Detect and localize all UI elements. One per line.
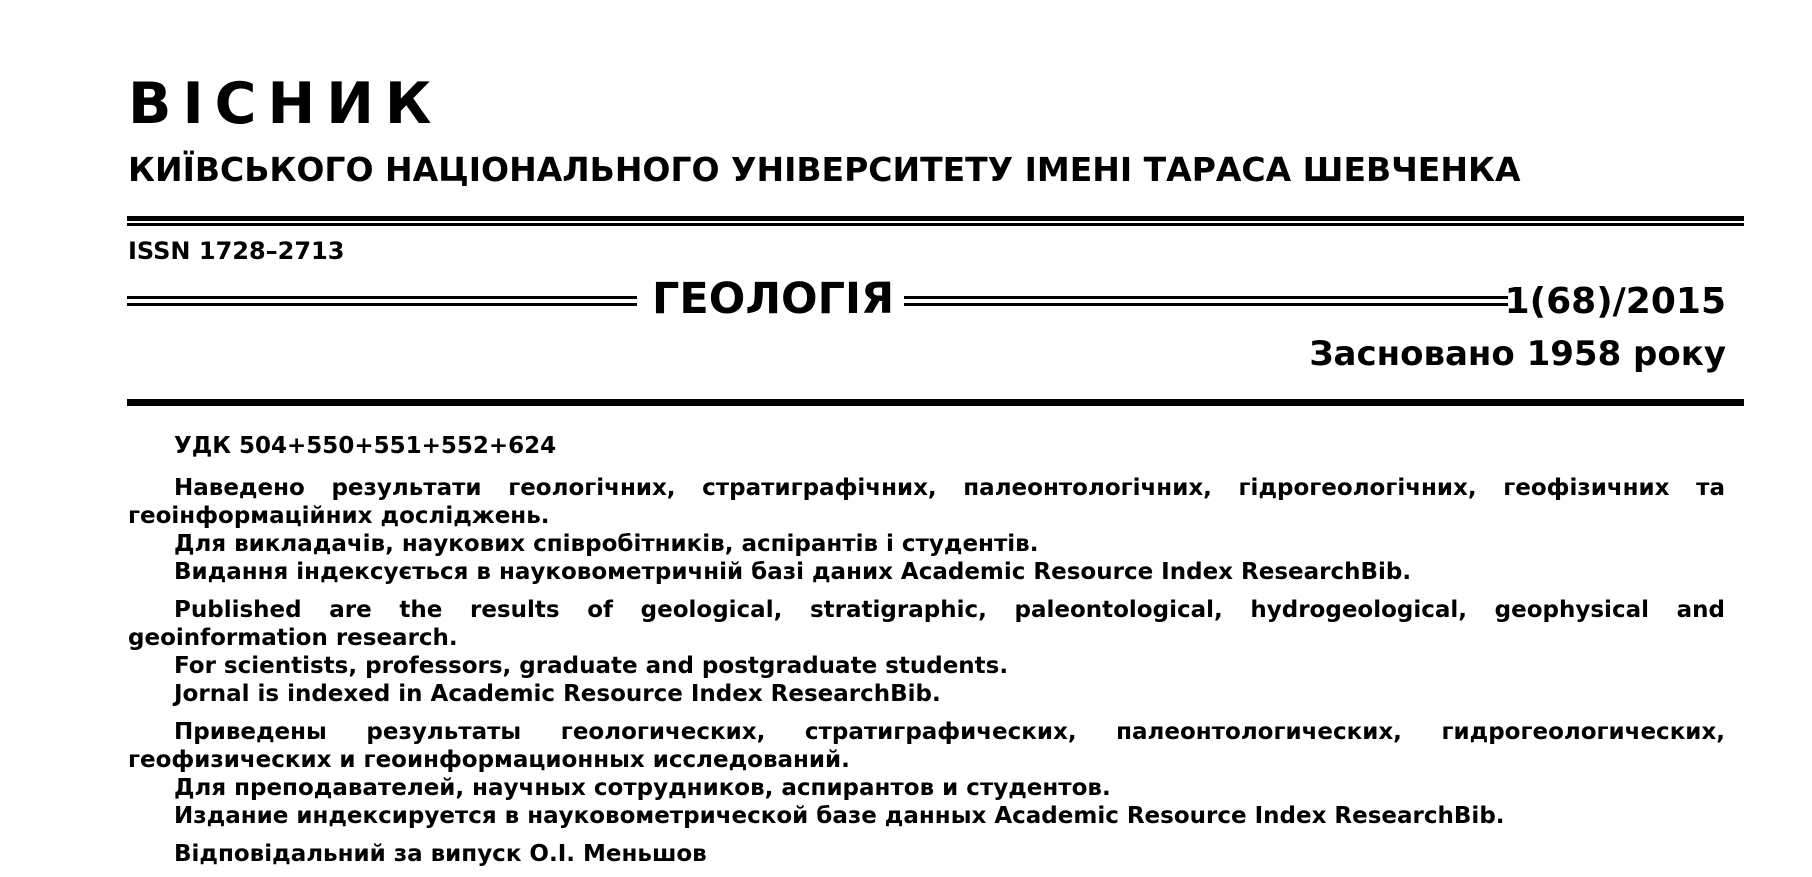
indexing-ru: Издание индексируется в науковометрической базе данных Academic Resource Index ResearchBib. — [174, 803, 1505, 829]
indexing-uk: Видання індексується в науковометричній базі даних Academic Resource Index ResearchBib. — [174, 559, 1412, 585]
section-rule-left — [127, 296, 637, 306]
paragraph-gap — [128, 586, 1725, 596]
founded-year: Засновано 1958 року — [1309, 334, 1726, 374]
university-name: КИЇВСЬКОГО НАЦІОНАЛЬНОГО УНІВЕРСИТЕТУ ІМЕНІ ТАРАСА ШЕВЧЕНКА — [128, 150, 1521, 189]
section-name: ГЕОЛОГІЯ — [652, 274, 895, 324]
section-rule-right — [904, 296, 1508, 306]
journal-title: ВІСНИК — [128, 71, 443, 137]
description-en: Published are the results of geological, stratigraphic, paleontological, hydrogeological, geophysical and geoinformation research. — [128, 597, 1725, 651]
issn-number: ISSN 1728–2713 — [128, 237, 345, 265]
audience-uk: Для викладачів, наукових співробітників, аспірантів і студентів. — [174, 531, 1039, 557]
paragraph-gap — [128, 830, 1725, 840]
header-bottom-rule — [127, 399, 1744, 406]
udk-code: УДК 504+550+551+552+624 — [174, 433, 557, 459]
audience-ru: Для преподавателей, научных сотрудников, аспирантов и студентов. — [174, 775, 1111, 801]
description-ru: Приведены результаты геологических, стратиграфических, палеонтологических, гидрогеологических, геофизических и геоинформационных исследований. — [128, 719, 1725, 773]
annotation-block — [128, 432, 1725, 868]
description-uk: Наведено результати геологічних, стратиграфічних, палеонтологічних, гідрогеологічних, геофізичних та геоінформаційних досліджень. — [128, 475, 1725, 529]
responsible-editor: Відповідальний за випуск О.І. Меньшов — [174, 841, 707, 867]
header-double-rule — [127, 216, 1744, 226]
issue-number: 1(68)/2015 — [1504, 281, 1726, 322]
indexing-en: Jornal is indexed in Academic Resource Index ResearchBib. — [174, 681, 941, 707]
audience-en: For scientists, professors, graduate and postgraduate students. — [174, 653, 1009, 679]
paragraph-gap — [128, 708, 1725, 718]
